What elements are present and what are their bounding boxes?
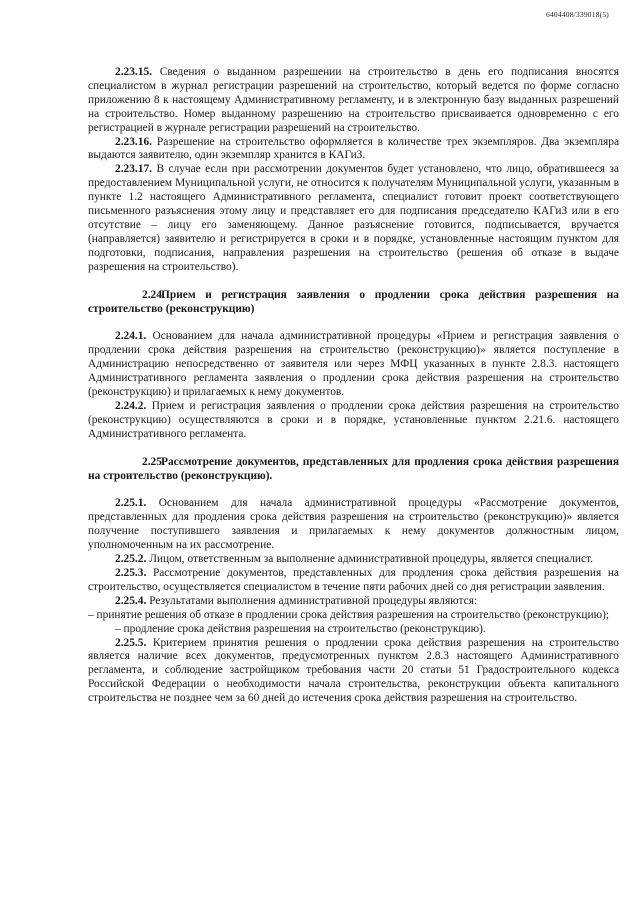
document-body [88,66,619,706]
paragraph-2-24-1 [88,330,619,400]
section-heading-2-25 [88,456,619,484]
paragraph-2-23-16 [88,136,619,164]
paragraph-text: Рассмотрение документов, представленных для продления срока действия разрешения на строительство, осуществляется специалистом в течение пяти рабочих дней со дня регистрации заявления. [88,567,619,593]
section-title: Прием и регистрация заявления о продлении срока действия разрешения на строительство (реконструкцию) [88,288,619,315]
document-id: 6404408/339018(5) [546,10,609,19]
paragraph-text: Разрешение на строительство оформляется в количестве трех экземпляров. Два экземпляра выдаются заявителю, один экземпляр хранится в КАГиЗ. [88,135,619,162]
paragraph-text: Основанием для начала административной процедуры «Прием и регистрация заявления о продлении срока действия разрешения на строительство (реконструкцию)» является поступление в Администрацию непосредственно от заявителя или через МФЦ указанных в пункте 2.8.3. настоящего Административного регламента заявления о продлении срока действия разрешения на строительство (реконструкцию) и прилагаемых к нему документов. [88,330,619,399]
paragraph-number: 2.25.5. [115,636,147,649]
section-number: 2.24. [142,288,165,301]
paragraph-2-24-2 [88,400,619,442]
paragraph-2-25-2 [88,553,619,567]
paragraph-text: Основанием для начала административной процедуры «Рассмотрение документов, представленных для продления срока действия разрешения на строительство (реконструкцию)» является получение поступившего заявления и прилагаемых к нему документов должностным лицом, уполномоченным на их рассмотрение. [88,497,619,552]
paragraph-text: Результатами выполнения административной процедуры являются: [149,594,478,607]
section-title: Рассмотрение документов, представленных для продления срока действия разрешения на строительство (реконструкцию). [88,455,619,482]
paragraph-2-25-3 [88,567,619,595]
paragraph-text: В случае если при рассмотрении документов будет установлено, что лицо, обратившееся за предоставлением Муниципальной услуги, не относится к получателям Муниципальной услуги, указанным в пункте 1.2 настоящего Административного регламента, специалист готовит проект соответствующего письменного разъяснения этому лицу и представляет его для подписания председателю КАГиЗ или в его отсутствие – лицу его заменяющему. Данное разъяснение готовится, подписывается, вручается (направляется) заявителю и регистрируется в сроки и в порядке, установленные настоящим пунктом для подготовки, подписания, направления разрешения на строительство (решения об отказе в выдаче разрешения на строительство). [88,163,619,273]
paragraph-number: 2.25.2. [115,553,147,566]
paragraph-text: Сведения о выданном разрешении на строительство в день его подписания вносятся специалистом в журнал регистрации разрешений на строительство, который ведется по форме согласно приложению 8 к настоящему Административному регламенту, и в электронную базу выданных разрешений на строительство. Номер выданному разрешению на строительство присваивается одновременно с его регистрацией в журнале регистрации разрешений на строительство. [88,66,619,134]
paragraph-2-25-5 [88,637,619,707]
paragraph-text: Лицом, ответственным за выполнение административной процедуры, является специалист. [149,553,594,566]
paragraph-number: 2.24.2. [115,399,147,412]
list-item: – принятие решения об отказе в продлении срока действия разрешения на строительство (реконструкцию); [88,608,610,621]
paragraph-2-25-1 [88,497,619,553]
paragraph-2-23-17 [88,163,619,274]
paragraph-text: Прием и регистрация заявления о продлении срока действия разрешения на строительство (реконструкцию) осуществляются в сроки и в порядке, установленные пунктом 2.21.6. настоящего Административного регламента. [88,399,619,440]
paragraph-2-23-15 [88,66,619,136]
section-heading-2-24 [88,289,619,317]
paragraph-number: 2.23.17. [115,163,153,176]
paragraph-number: 2.23.16. [115,135,153,148]
paragraph-number: 2.25.4. [115,594,147,607]
paragraph-number: 2.25.3. [115,567,147,579]
section-number: 2.25. [142,455,165,468]
list-item: – продление срока действия разрешения на строительство (реконструкцию). [115,622,486,635]
paragraph-text: Критерием принятия решения о продлении срока действия разрешения на строительство является наличие всех документов, предусмотренных пунктом 2.8.3 настоящего Административного регламента, и соблюдение застройщиком требования части 20 статьи 51 Градостроительного кодекса Российской Федерации о необходимости начала строительства, реконструкции объекта капитального строительства не позднее чем за 60 дней до истечения срока действия разрешения на строительство. [88,636,619,705]
paragraph-number: 2.24.1. [115,330,147,343]
paragraph-number: 2.23.15. [115,66,153,78]
paragraph-number: 2.25.1. [115,497,147,510]
paragraph-2-25-4 [88,595,619,609]
